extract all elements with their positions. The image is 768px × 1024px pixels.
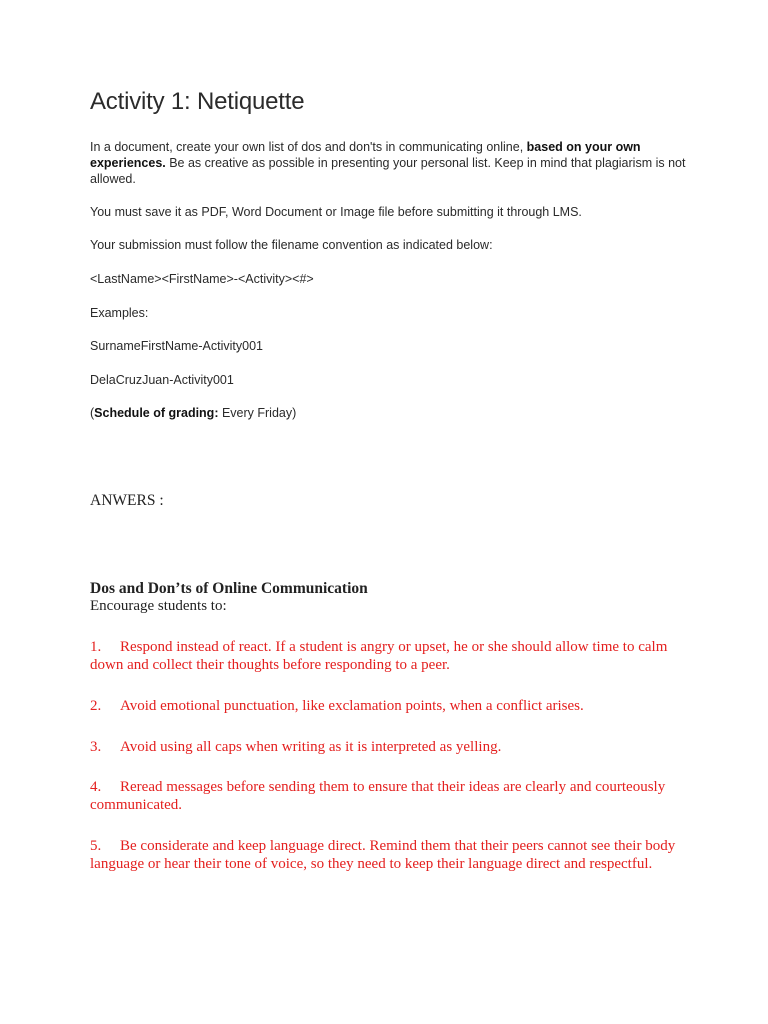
instructions-paragraph: [90, 139, 690, 187]
section-subtitle: Encourage students to:: [90, 598, 227, 614]
schedule-open-paren: (: [90, 406, 95, 420]
instructions-text-rest: Be as creative as possible in presenting your personal list. Keep in mind that plagiarism is not allowed.: [90, 156, 686, 186]
list-item: [90, 778, 680, 814]
list-item-text: Respond instead of react. If a student is angry or upset, he or she should allow time to calm down and collect their thoughts before responding to a peer.: [90, 639, 668, 673]
schedule-paragraph: [90, 405, 690, 421]
list-item: [90, 738, 680, 756]
example-2: DelaCruzJuan-Activity001: [90, 373, 234, 387]
list-item: [90, 697, 680, 715]
section-title: Dos and Don’ts of Online Communication: [90, 580, 368, 597]
page-title: Activity 1: Netiquette: [90, 88, 305, 115]
filename-pattern: <LastName><FirstName>-<Activity><#>: [90, 272, 314, 286]
answers-label: ANWERS :: [90, 492, 164, 509]
instructions-text: In a document, create your own list of dos and don'ts in communicating online,: [90, 140, 527, 154]
schedule-label: Schedule of grading:: [94, 406, 219, 420]
filename-convention-paragraph: Your submission must follow the filename convention as indicated below:: [90, 238, 493, 252]
list-item-number: 3.: [90, 739, 102, 755]
list-item-text: Reread messages before sending them to ensure that their ideas are clearly and courteously communicated.: [90, 779, 666, 813]
list-item: [90, 837, 680, 873]
schedule-value: Every Friday): [218, 406, 297, 420]
list-item-text: Avoid emotional punctuation, like exclamation points, when a conflict arises.: [120, 698, 584, 714]
list-item-text: Avoid using all caps when writing as it is interpreted as yelling.: [120, 739, 502, 755]
list-item-number: 5.: [90, 838, 102, 854]
save-format-paragraph: You must save it as PDF, Word Document or Image file before submitting it through LMS.: [90, 205, 582, 219]
list-item-number: 1.: [90, 639, 102, 655]
examples-label: Examples:: [90, 306, 149, 320]
instructions-emphasis: based on your own experiences.: [90, 140, 641, 170]
list-item-text: Be considerate and keep language direct. Remind them that their peers cannot see their body language or hear their tone of voice, so they need to keep their language direct and respectful.: [90, 838, 676, 872]
list-item-number: 2.: [90, 698, 102, 714]
list-item-number: 4.: [90, 779, 102, 795]
list-item: [90, 638, 680, 674]
example-1: SurnameFirstName-Activity001: [90, 339, 263, 353]
